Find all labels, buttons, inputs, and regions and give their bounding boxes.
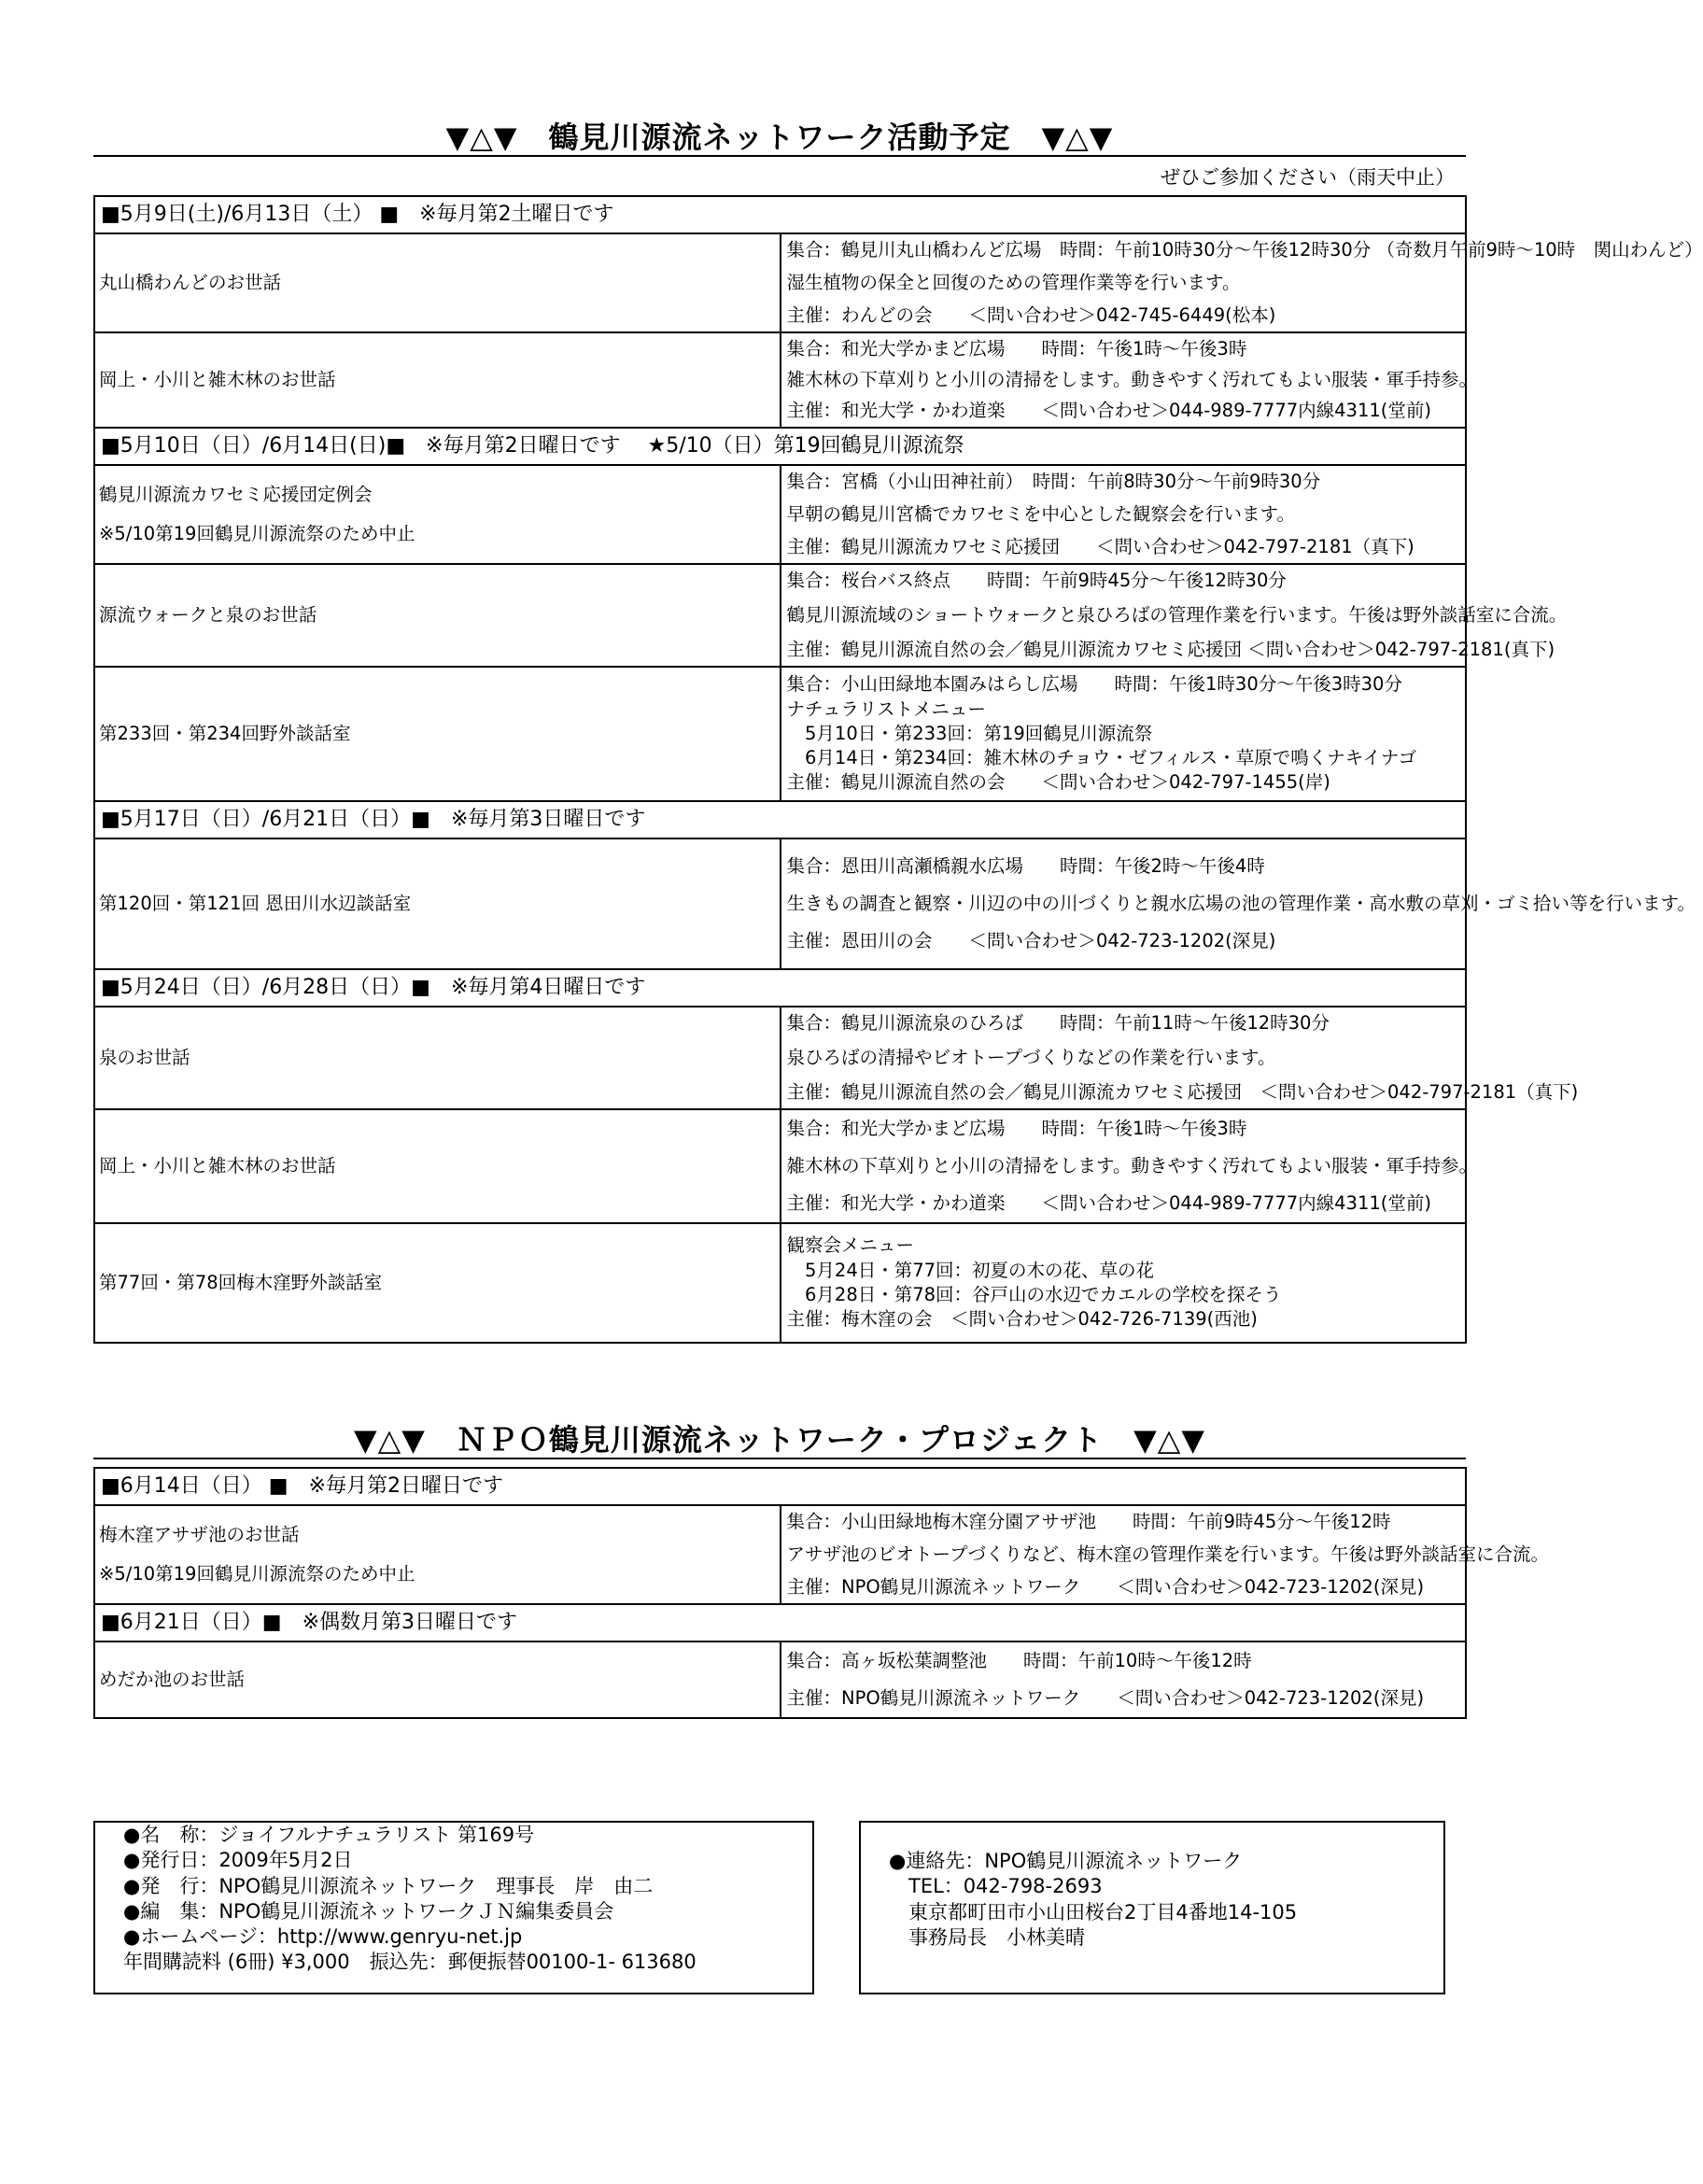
group-header-row — [94, 1604, 1466, 1642]
event-row — [94, 1109, 1466, 1223]
group-header: ■6月14日（日） ■ ※毎月第2日曜日です — [94, 1468, 1466, 1505]
event-detail-line: 6月14日・第234回：雑木林のチョウ・ゼフィルス・草原で鳴くナキイナゴ — [786, 747, 1417, 769]
event-detail-line: 集合：小山田緑地梅木窪分園アサザ池 時間：午前9時45分～午後12時 — [786, 1510, 1391, 1532]
event-detail-line: 雑木林の下草刈りと小川の清掃をします。動きやすく汚れてもよい服装・軍手持参。 — [786, 1154, 1477, 1177]
event-detail-line: 主催：鶴見川源流自然の会 ＜問い合わせ＞042-797-1455(岸) — [786, 771, 1330, 794]
event-detail-line: 雑木林の下草刈りと小川の清掃をします。動きやすく汚れてもよい服装・軍手持参。 — [786, 368, 1477, 390]
event-name: 第233回・第234回野外談話室 — [99, 722, 351, 744]
event-name: めだか池のお世話 — [99, 1668, 246, 1690]
event-detail-cell — [781, 564, 1568, 667]
event-detail-cell — [781, 1109, 1477, 1223]
event-detail-line: 主催：和光大学・かわ道楽 ＜問い合わせ＞044-989-7777内線4311(堂前) — [786, 400, 1431, 422]
project-schedule-table — [93, 1467, 1549, 1719]
event-detail-line: 主催：鶴見川源流自然の会／鶴見川源流カワセミ応援団 ＜問い合わせ＞042-797-2181（真下) — [786, 1081, 1579, 1104]
event-name-cell — [94, 465, 781, 564]
event-detail-cell — [781, 465, 1467, 564]
event-name: 泉のお世話 — [99, 1046, 190, 1068]
event-row — [94, 838, 1466, 969]
group-header-row — [94, 196, 1466, 233]
participation-note: ぜひご参加ください（雨天中止） — [1161, 166, 1455, 189]
event-cancel-note: ※5/10第19回鶴見川源流祭のため中止 — [99, 1563, 415, 1585]
contact-line: TEL：042-798-2693 — [889, 1875, 1103, 1898]
event-detail-line: 主催：鶴見川源流カワセミ応援団 ＜問い合わせ＞042-797-2181（真下) — [786, 536, 1414, 558]
publication-line: ●発 行：NPO鶴見川源流ネットワーク 理事長 岸 由二 — [123, 1874, 654, 1897]
event-detail-line: 早朝の鶴見川宮橋でカワセミを中心とした観察会を行います。 — [786, 502, 1295, 525]
group-header-row — [94, 801, 1466, 838]
project-section-title: ▼△▼ ＮＰＯ鶴見川源流ネットワーク・プロジェクト ▼△▼ — [353, 1422, 1206, 1458]
project-title-rule — [93, 1458, 1466, 1459]
event-row — [94, 465, 1466, 564]
contact-line: 事務局長 小林美晴 — [889, 1925, 1085, 1949]
event-detail-cell — [781, 1642, 1467, 1718]
event-name-cell — [94, 233, 781, 332]
activity-section-title: ▼△▼ 鶴見川源流ネットワーク活動予定 ▼△▼ — [445, 120, 1114, 155]
event-name-cell — [94, 1223, 781, 1343]
publication-line: ●発行日：2009年5月2日 — [123, 1849, 353, 1872]
event-detail-line: 集合：鶴見川丸山橋わんど広場 時間：午前10時30分～午後12時30分 （奇数月午前9時～10時 関山わんど） — [786, 238, 1703, 261]
event-cancel-note: ※5/10第19回鶴見川源流祭のため中止 — [99, 523, 415, 544]
event-detail-line: 集合：桜台バス終点 時間：午前9時45分～午後12時30分 — [786, 569, 1287, 591]
event-detail-line: 主催：和光大学・かわ道楽 ＜問い合わせ＞044-989-7777内線4311(堂前) — [786, 1192, 1431, 1215]
event-detail-line: 主催：鶴見川源流自然の会／鶴見川源流カワセミ応援団 ＜問い合わせ＞042-797-2181(真下) — [786, 639, 1555, 661]
event-row — [94, 1642, 1466, 1718]
event-detail-line: 集合：和光大学かまど広場 時間：午後1時～午後3時 — [786, 1117, 1247, 1139]
group-header: ■5月24日（日）/6月28日（日）■ ※毎月第4日曜日です — [94, 969, 1466, 1007]
event-detail-line: 主催：梅木窪の会 ＜問い合わせ＞042-726-7139(西池) — [786, 1308, 1258, 1331]
event-detail-line: 集合：恩田川高瀬橋親水広場 時間：午後2時～午後4時 — [786, 854, 1265, 877]
publication-line: ●名 称：ジョイフルナチュラリスト 第169号 — [123, 1824, 535, 1846]
event-detail-line: 集合：和光大学かまど広場 時間：午後1時～午後3時 — [786, 337, 1247, 359]
event-name: 第120回・第121回 恩田川水辺談話室 — [99, 892, 412, 914]
event-detail-line: 鶴見川源流域のショートウォークと泉ひろばの管理作業を行います。午後は野外談話室に合流。 — [786, 603, 1568, 626]
event-detail-line: 観察会メニュー — [786, 1234, 915, 1257]
event-row — [94, 1007, 1466, 1109]
event-row — [94, 1223, 1466, 1343]
event-name: 丸山橋わんどのお世話 — [99, 271, 282, 293]
event-detail-line: 集合：小山田緑地本園みはらし広場 時間：午後1時30分～午後3時30分 — [786, 673, 1402, 696]
event-name-cell — [94, 838, 781, 969]
group-header-row — [94, 1468, 1466, 1505]
group-header: ■6月21日（日）■ ※偶数月第3日曜日です — [94, 1604, 1466, 1642]
event-detail-line: 泉ひろばの清掃やビオトープづくりなどの作業を行います。 — [786, 1046, 1276, 1068]
event-detail-line: 主催：NPO鶴見川源流ネットワーク ＜問い合わせ＞042-723-1202(深見) — [786, 1576, 1425, 1599]
event-detail-line: ナチュラリストメニュー — [786, 697, 986, 720]
event-name: 第77回・第78回梅木窪野外談話室 — [99, 1271, 383, 1293]
event-name-cell — [94, 1505, 781, 1604]
event-name: 岡上・小川と雑木林のお世話 — [99, 1154, 336, 1177]
publication-line[interactable]: ●ホームページ：http://www.genryu-net.jp — [123, 1925, 523, 1949]
event-name-cell — [94, 564, 781, 667]
event-detail-cell — [781, 1223, 1467, 1343]
event-detail-cell — [781, 332, 1477, 428]
event-detail-line: 5月10日・第233回：第19回鶴見川源流祭 — [786, 722, 1153, 744]
event-detail-cell — [781, 1007, 1579, 1109]
contact-line: ●連絡先：NPO鶴見川源流ネットワーク — [889, 1850, 1243, 1872]
event-detail-cell — [781, 1505, 1549, 1604]
contact-info-box — [859, 1821, 1445, 1994]
event-detail-line: 6月28日・第78回：谷戸山の水辺でカエルの学校を探そう — [786, 1284, 1282, 1305]
event-detail-line: 主催：わんどの会 ＜問い合わせ＞042-745-6449(松本) — [786, 304, 1276, 327]
event-row — [94, 1505, 1466, 1604]
group-header: ■5月17日（日）/6月21日（日）■ ※毎月第3日曜日です — [94, 801, 1466, 838]
event-name: 梅木窪アサザ池のお世話 — [99, 1523, 300, 1545]
group-header-row — [94, 969, 1466, 1007]
activity-schedule-table — [93, 195, 1703, 1344]
event-row — [94, 332, 1466, 428]
event-name-cell — [94, 667, 781, 801]
event-name: 鶴見川源流カワセミ応援団定例会 — [99, 483, 373, 505]
event-row — [94, 667, 1466, 801]
group-header: ■5月10日（日）/6月14日(日)■ ※毎月第2日曜日です ★5/10（日）第19回鶴見川源流祭 — [94, 428, 1466, 465]
group-header-row — [94, 428, 1466, 465]
event-detail-cell — [781, 233, 1703, 332]
event-detail-cell — [781, 838, 1696, 969]
event-name-cell — [94, 332, 781, 428]
event-detail-line: 集合：宮橋（小山田神社前） 時間：午前8時30分～午前9時30分 — [786, 470, 1321, 492]
event-detail-line: 主催：NPO鶴見川源流ネットワーク ＜問い合わせ＞042-723-1202(深見) — [786, 1687, 1425, 1709]
event-detail-line: 集合：高ヶ坂松葉調整池 時間：午前10時～午後12時 — [786, 1649, 1252, 1671]
contact-line: 東京都町田市小山田桜台2丁目4番地14-105 — [889, 1900, 1298, 1923]
event-detail-line: 集合：鶴見川源流泉のひろば 時間：午前11時～午後12時30分 — [786, 1011, 1330, 1034]
event-name-cell — [94, 1109, 781, 1223]
event-name: 岡上・小川と雑木林のお世話 — [99, 368, 336, 390]
publication-line: 年間購読料 (6冊) ¥3,000 振込先：郵便振替00100-1- 613680 — [123, 1951, 697, 1974]
event-detail-line: 生きもの調査と観察・川辺の中の川づくりと親水広場の池の管理作業・高水敷の草刈・ゴミ拾い等を行います。 — [786, 892, 1696, 914]
event-row — [94, 233, 1466, 332]
group-header: ■5月9日(土)/6月13日（土） ■ ※毎月第2土曜日です — [94, 196, 1466, 233]
event-name-cell — [94, 1007, 781, 1109]
event-detail-cell — [781, 667, 1467, 801]
event-row — [94, 564, 1466, 667]
publication-line: ●編 集：NPO鶴見川源流ネットワークＪＮ編集委員会 — [123, 1899, 614, 1923]
event-detail-line: 主催：恩田川の会 ＜問い合わせ＞042-723-1202(深見) — [786, 930, 1276, 952]
activity-title-rule — [93, 155, 1466, 157]
event-detail-line: 5月24日・第77回：初夏の木の花、草の花 — [786, 1259, 1155, 1281]
event-name: 源流ウォークと泉のお世話 — [99, 603, 317, 626]
publication-info-box — [93, 1821, 814, 1994]
event-detail-line: 湿生植物の保全と回復のための管理作業等を行います。 — [786, 271, 1241, 293]
event-name-cell — [94, 1642, 781, 1718]
event-detail-line: アサザ池のビオトープづくりなど、梅木窪の管理作業を行います。午後は野外談話室に合流。 — [786, 1543, 1549, 1565]
